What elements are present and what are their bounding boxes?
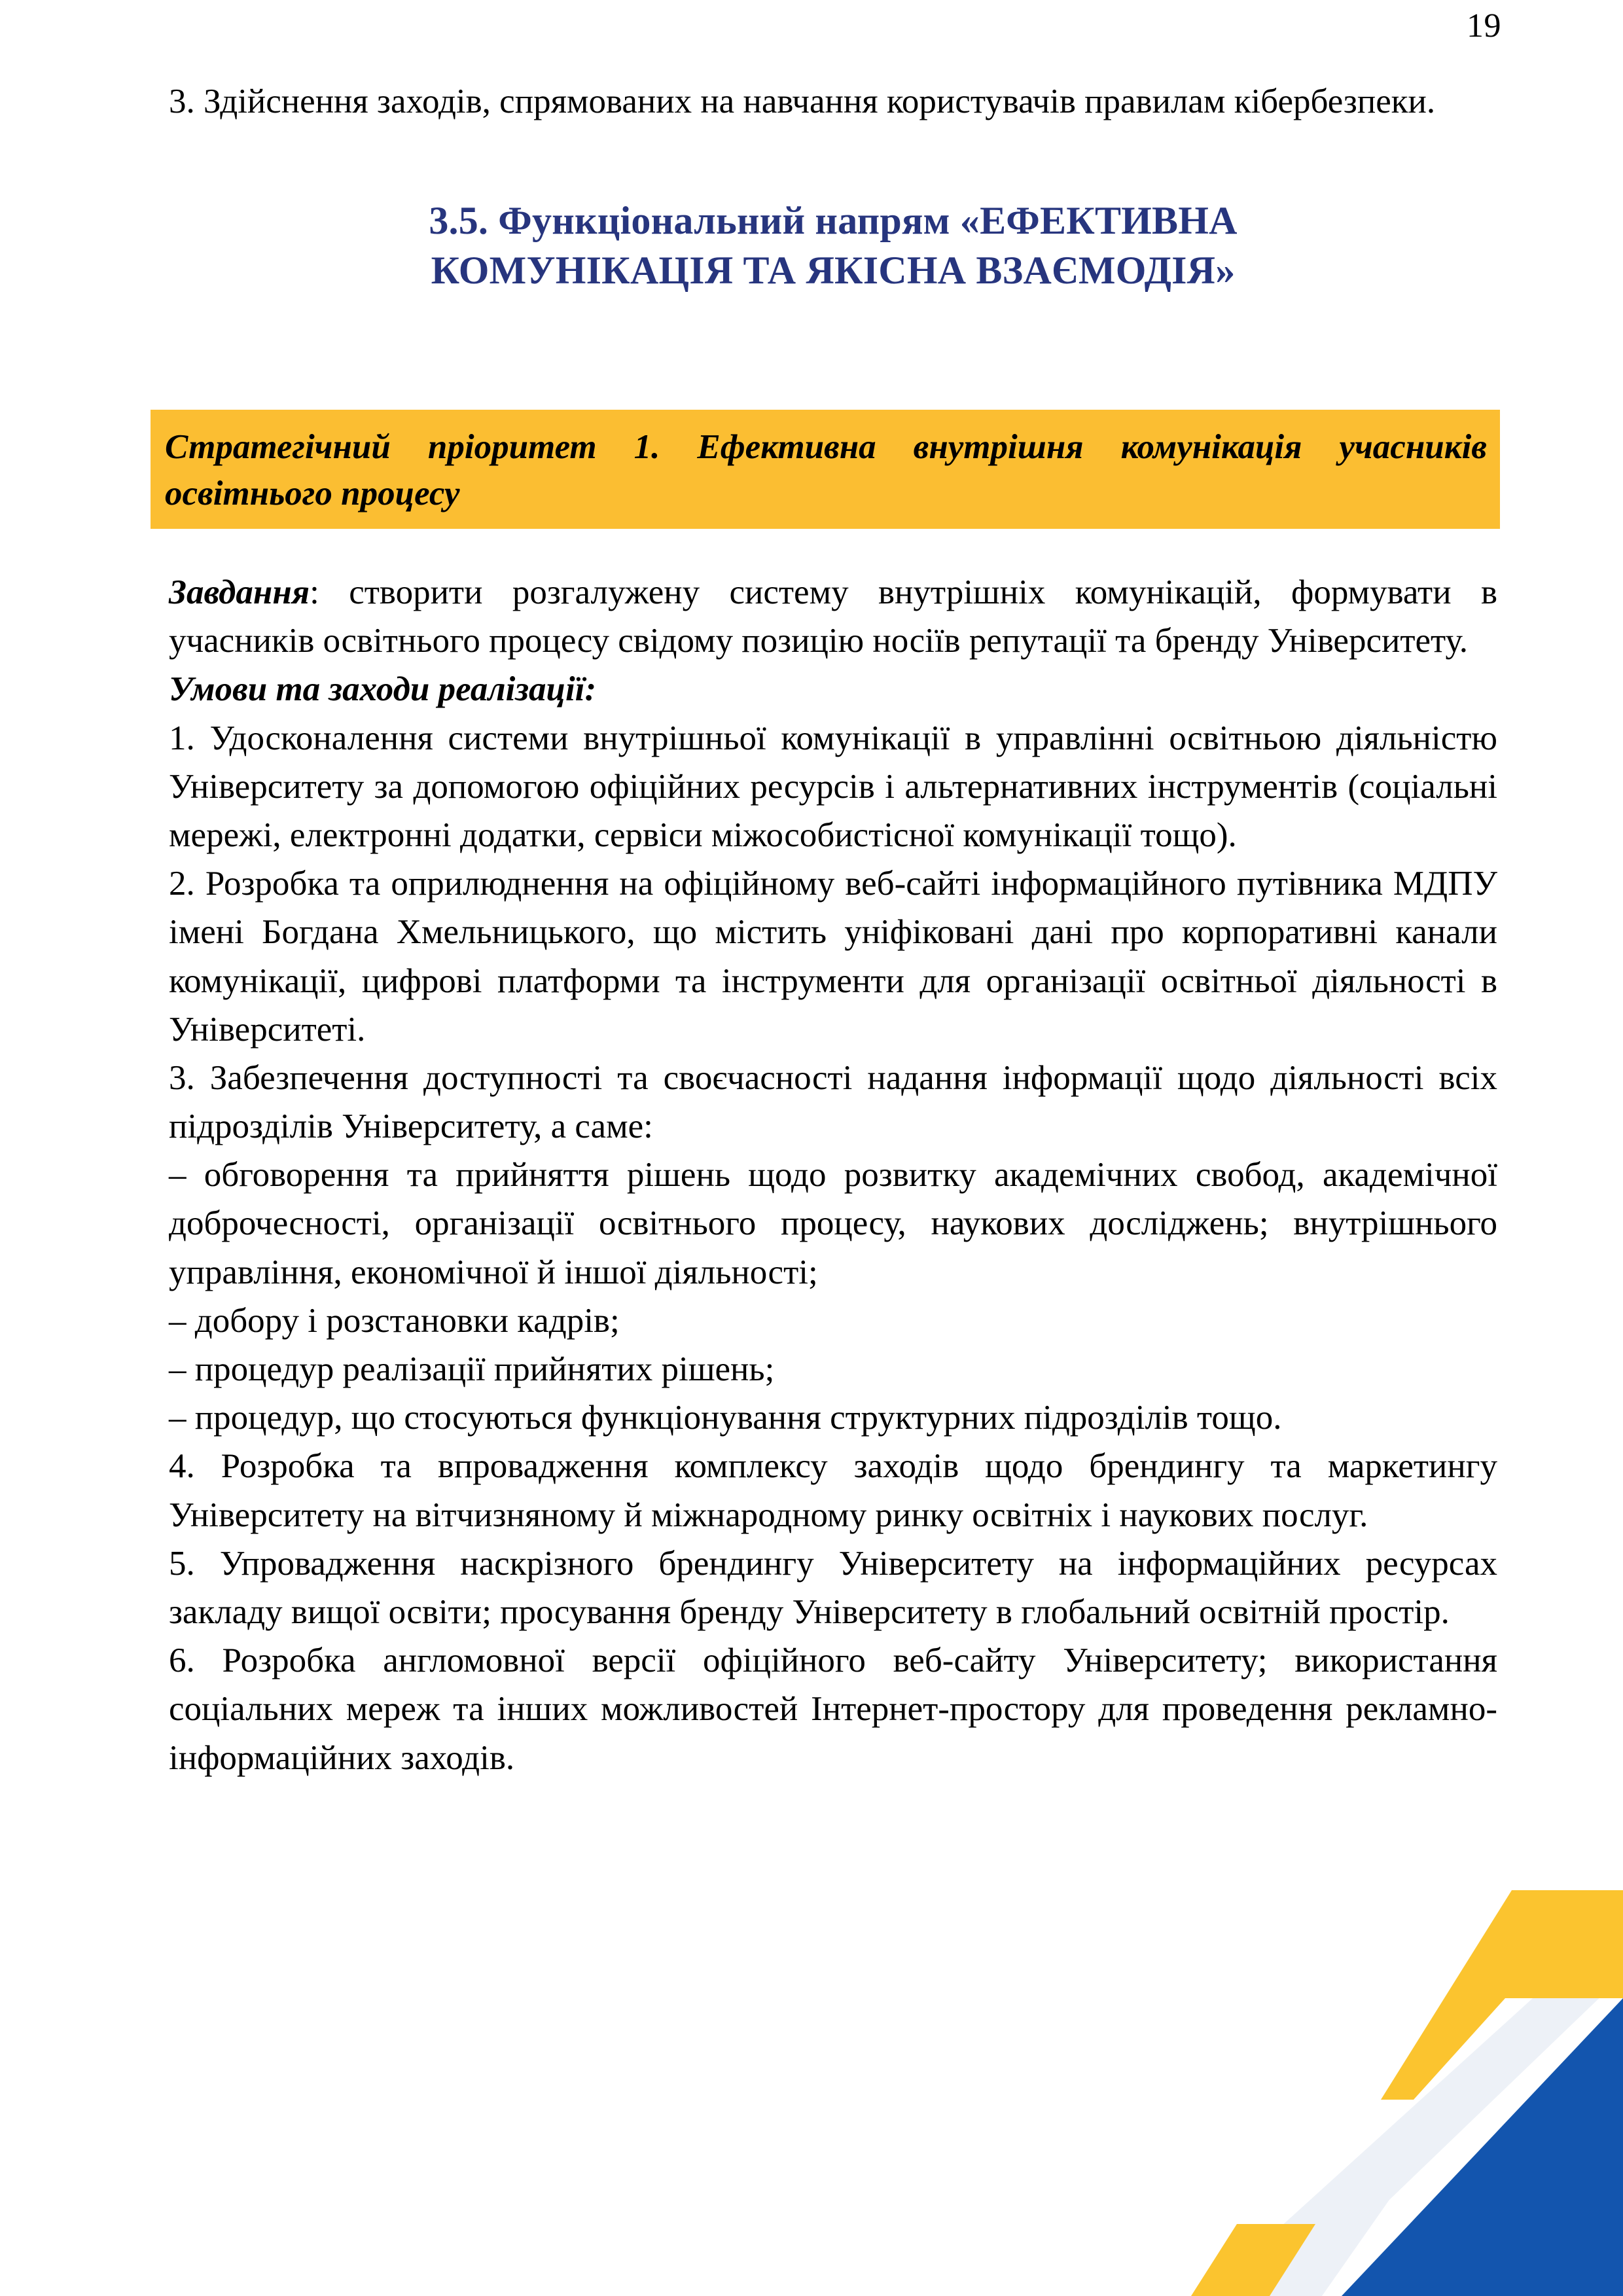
dash-item-2: – добору і розстановки кадрів; <box>169 1301 620 1340</box>
page-number: 19 <box>1467 7 1501 45</box>
decor-gray-band <box>1204 1916 1623 2296</box>
strategic-priority-band <box>151 410 1500 529</box>
task-label: Завдання <box>169 573 310 611</box>
continued-item-text: 3. Здійснення заходів, спрямованих на навчання користувачів правилам кібербезпеки. <box>169 82 1436 120</box>
task-paragraph <box>169 568 1497 665</box>
measure-item-4: 4. Розробка та впровадження комплексу заходів щодо брендингу та маркетингу Університету на вітчизняному й міжнародному ринку освітніх і наукових послуг. <box>169 1447 1497 1534</box>
continued-list-item <box>169 77 1497 126</box>
measure-item-6: 6. Розробка англомовної версії офіційного веб-сайту Університету; використання соціальних мереж та інших можливостей Інтернет-простору для проведення рекламно-інформаційних заходів. <box>169 1641 1497 1777</box>
section-heading <box>169 196 1497 295</box>
decor-yellow-chip <box>1191 2224 1315 2296</box>
section-heading-line-2: КОМУНІКАЦІЯ ТА ЯКІСНА ВЗАЄМОДІЯ» <box>431 248 1236 292</box>
conditions-heading <box>169 665 1497 713</box>
decor-blue-triangle <box>1342 1998 1623 2296</box>
section-heading-line-1: 3.5. Функціональний напрям «ЕФЕКТИВНА <box>429 199 1238 242</box>
decor-gray-sliver <box>1263 2165 1414 2296</box>
dash-item-3: – процедур реалізації прийнятих рішень; <box>169 1350 775 1388</box>
dash-item-1: – обговорення та прийняття рішень щодо розвитку академічних свобод, академічної доброчесності, організації освітнього процесу, наукових досліджень; внутрішнього управління, економічної й іншої діяльності; <box>169 1156 1497 1291</box>
measure-item-5: 5. Упровадження наскрізного брендингу Університету на інформаційних ресурсах закладу вищої освіти; просування бренду Університету в глобальний освітній простір. <box>169 1544 1497 1631</box>
strategic-priority-text: Стратегічний пріоритет 1. Ефективна внутрішня комунікація учасників освітнього процесу <box>165 428 1487 513</box>
conditions-heading-text: Умови та заходи реалізації: <box>169 670 597 709</box>
decor-yellow-band <box>1381 1890 1623 2100</box>
corner-decoration <box>1165 1877 1623 2296</box>
task-text: : створити розгалужену систему внутрішніх комунікацій, формувати в учасників освітнього процесу свідому позицію носіїв репутації та бренду Університету. <box>169 573 1497 660</box>
measure-item-3: 3. Забезпечення доступності та своєчасності надання інформації щодо діяльності всіх підрозділів Університету, а саме: <box>169 1058 1497 1146</box>
measure-item-2: 2. Розробка та оприлюднення на офіційному веб-сайті інформаційного путівника МДПУ імені Богдана Хмельницького, що містить уніфіковані дані про корпоративні канали комунікації, цифрові платформи та інструменти для організації освітньої діяльності в Університеті. <box>169 865 1497 1049</box>
measure-item-1: 1. Удосконалення системи внутрішньої комунікації в управлінні освітньою діяльністю Університету за допомогою офіційних ресурсів і альтернативних інструментів (соціальні мережі, електронні додатки, сервіси міжособистісної комунікації тощо). <box>169 719 1497 854</box>
dash-item-4: – процедур, що стосуються функціонування структурних підрозділів тощо. <box>169 1399 1282 1437</box>
body-text-block <box>169 568 1497 1782</box>
